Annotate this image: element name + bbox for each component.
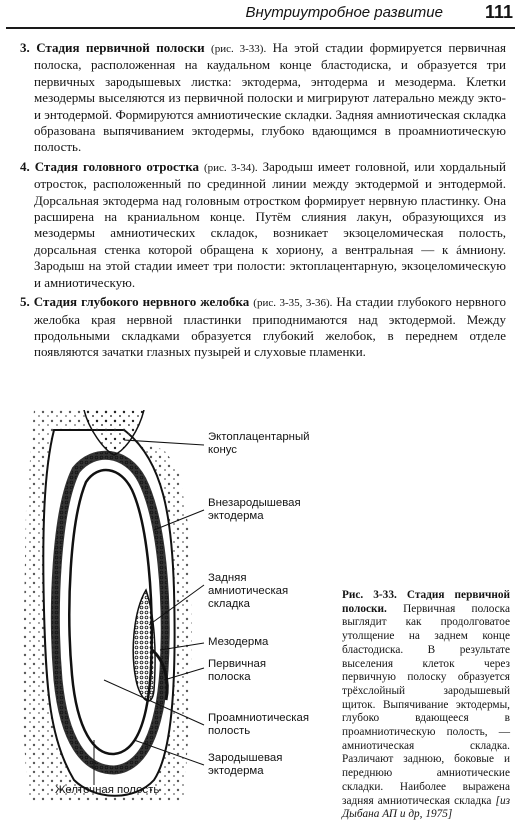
paragraph-number: 3. bbox=[20, 40, 30, 55]
label-mesoderm: Мезодерма bbox=[208, 636, 269, 648]
caption-source: [из Дыбана АП и др, 1975] bbox=[342, 794, 510, 821]
page-number: 111 bbox=[484, 2, 513, 22]
label-embryonic-ectoderm: Зародышевая эктодерма bbox=[208, 752, 283, 777]
paragraph-stage-4 bbox=[20, 159, 506, 291]
paragraph-stage-5 bbox=[20, 294, 506, 361]
paragraph-text: На этой стадии формируется первичная полоска, расположенная на каудальном конце бластодиска, и образуется три первичных зародышевых листка: эктодерма, энтодерма и мезодерма. Клетки мезодермы выселяются из первичной полоски и мигрируют латерально между экто- и энтодермой. Формируются амниотические складки. Задняя амниотическая складка образована выпячиванием эктодермы, глубоко вдающимся в проамниотическую полость. bbox=[34, 40, 507, 155]
label-proamniotic-cavity: Проамниотическая полость bbox=[208, 712, 310, 737]
stage-term: Стадия глубокого нервного желобка bbox=[33, 294, 250, 310]
paragraph-number: 4. bbox=[20, 158, 30, 174]
caption-title: Рис. 3-33. Стадия первичной полоски. bbox=[342, 589, 510, 615]
label-posterior-amniotic-fold: Задняя амниотическая складка bbox=[208, 572, 289, 610]
running-header-title: Внутриутробное развитие bbox=[245, 4, 443, 21]
caption-body: Первичная полоска выглядит как продолговатое утолщение на заднем конце бластодиска. В результате выселения клеток через первичную полоску образуется трёхслойный зародышевый щиток. Выпячивание эктодермы, глубоко вдающееся в проамниотическую полость, — амниотическая складка. Различают заднюю, боковые и переднюю амниотические складки. Наиболее выражена задняя амниотическая складка bbox=[342, 602, 511, 807]
body-text bbox=[20, 40, 506, 364]
label-primitive-streak: Первичная полоска bbox=[208, 658, 266, 683]
label-ectoplacental-cone: Эктоплацентарный конус bbox=[208, 431, 310, 456]
paragraph-number: 5. bbox=[20, 294, 30, 310]
label-extraembryonic-ectoderm: Внезародышевая эктодерма bbox=[208, 497, 301, 522]
paragraph-text: Зародыш имеет головной, или хордальный отросток, расположенный по срединной линии между эктодермой и энтодермой. Дорсальная эктодерма над головным отростком формирует нервную пластинку. Она расширена на краниальном конце. Путём слияния лакун, образующихся из мезодермы амниотических складок, возникает экзоцеломическая полость, дорсальная стенка которой обращена к хориону, а вентральная — к áмниону. Зародыш на этой стадии имеет три полости: эктоплацентарную, экзоцеломическую и амниотическую. bbox=[34, 158, 506, 290]
figure-ref: (рис. 3-35, 3-36). bbox=[253, 297, 333, 310]
paragraph-stage-3 bbox=[20, 40, 506, 156]
stage-term: Стадия головного отростка bbox=[34, 158, 199, 174]
figure-caption bbox=[342, 589, 510, 822]
figure-ref: (рис. 3-34). bbox=[203, 161, 258, 174]
paragraph-text: На стадии глубокого нервного желобка края нервной пластинки приподнимаются над эктодермой. Между продольными складками образуется глубокий желобок, в переднем отделе появляются зачатки глазных пузырей и слуховые пламенки. bbox=[34, 294, 507, 360]
stage-term: Стадия первичной полоски bbox=[36, 40, 205, 55]
label-yolk-cavity: Желточная полость bbox=[55, 784, 160, 796]
running-header bbox=[0, 0, 521, 26]
figure-ref: (рис. 3-33). bbox=[211, 43, 267, 55]
header-rule bbox=[6, 27, 515, 29]
